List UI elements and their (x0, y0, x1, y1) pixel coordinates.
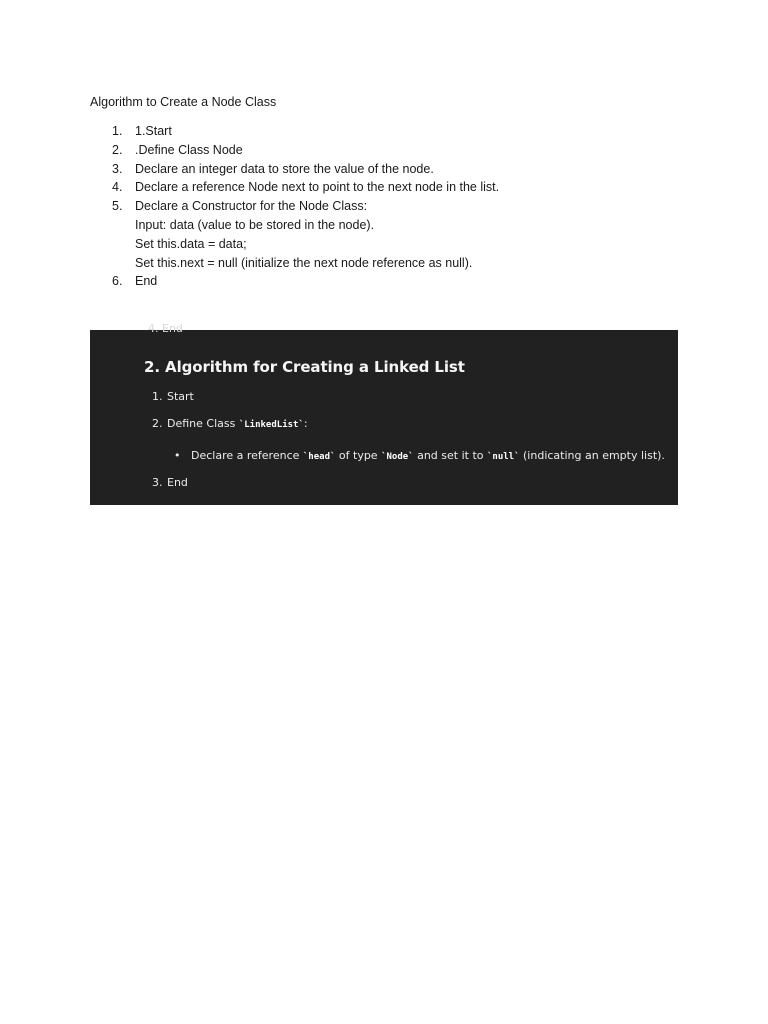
item-number: 3. (152, 476, 163, 489)
bullet-icon: • (174, 449, 181, 462)
screenshot-list-item (152, 476, 188, 489)
step-text: Declare a Constructor for the Node Class: (135, 199, 368, 214)
step-text: Set this.data = data; (135, 236, 247, 251)
item-text: Start (167, 390, 194, 403)
bullet-text: of type (335, 449, 382, 462)
step-text: .Define Class Node (135, 142, 243, 157)
bullet-text: and set it to (413, 449, 487, 462)
node-class-steps (90, 122, 690, 291)
list-item (90, 178, 690, 197)
step-number: 5. (112, 199, 123, 214)
embedded-screenshot (90, 322, 678, 505)
step-text: Declare an integer data to store the value of the node. (135, 161, 434, 176)
list-item (90, 122, 690, 141)
item-text: End (167, 476, 188, 489)
step-text: Declare a reference Node next to point to the next node in the list. (135, 180, 500, 195)
bullet-text: Declare a reference (191, 449, 303, 462)
bullet-text: (indicating an empty list). (519, 449, 665, 462)
list-item (90, 141, 690, 160)
screenshot-title: 2. Algorithm for Creating a Linked List (144, 358, 465, 376)
step-number: 3. (112, 161, 123, 176)
item-text: : (303, 417, 308, 430)
document-heading: Algorithm to Create a Node Class (90, 95, 277, 109)
clipped-previous-item: 4. End (148, 322, 183, 335)
item-text: Define Class (167, 417, 239, 430)
step-number: 4. (112, 180, 123, 195)
inline-code: `null` (487, 452, 520, 462)
screenshot-list-item (152, 417, 308, 430)
list-item (90, 197, 690, 272)
step-text: 1.Start (135, 124, 172, 138)
item-number: 2. (152, 417, 163, 430)
list-item (90, 272, 690, 291)
inline-code: `Node` (381, 452, 414, 462)
item-number: 1. (152, 390, 163, 403)
step-text: Input: data (value to be stored in the node). (135, 217, 375, 232)
step-text: End (135, 274, 158, 289)
step-text: Set this.next = null (initialize the next node reference as null). (135, 255, 473, 270)
list-item (90, 160, 690, 179)
inline-code: `LinkedList` (238, 420, 304, 430)
inline-code: `head` (302, 452, 336, 462)
step-number: 6. (112, 274, 123, 289)
step-number: 2. (112, 142, 123, 157)
step-number: 1. (112, 124, 123, 138)
screenshot-list-item (152, 390, 194, 403)
screenshot-bullet-item (174, 449, 665, 462)
